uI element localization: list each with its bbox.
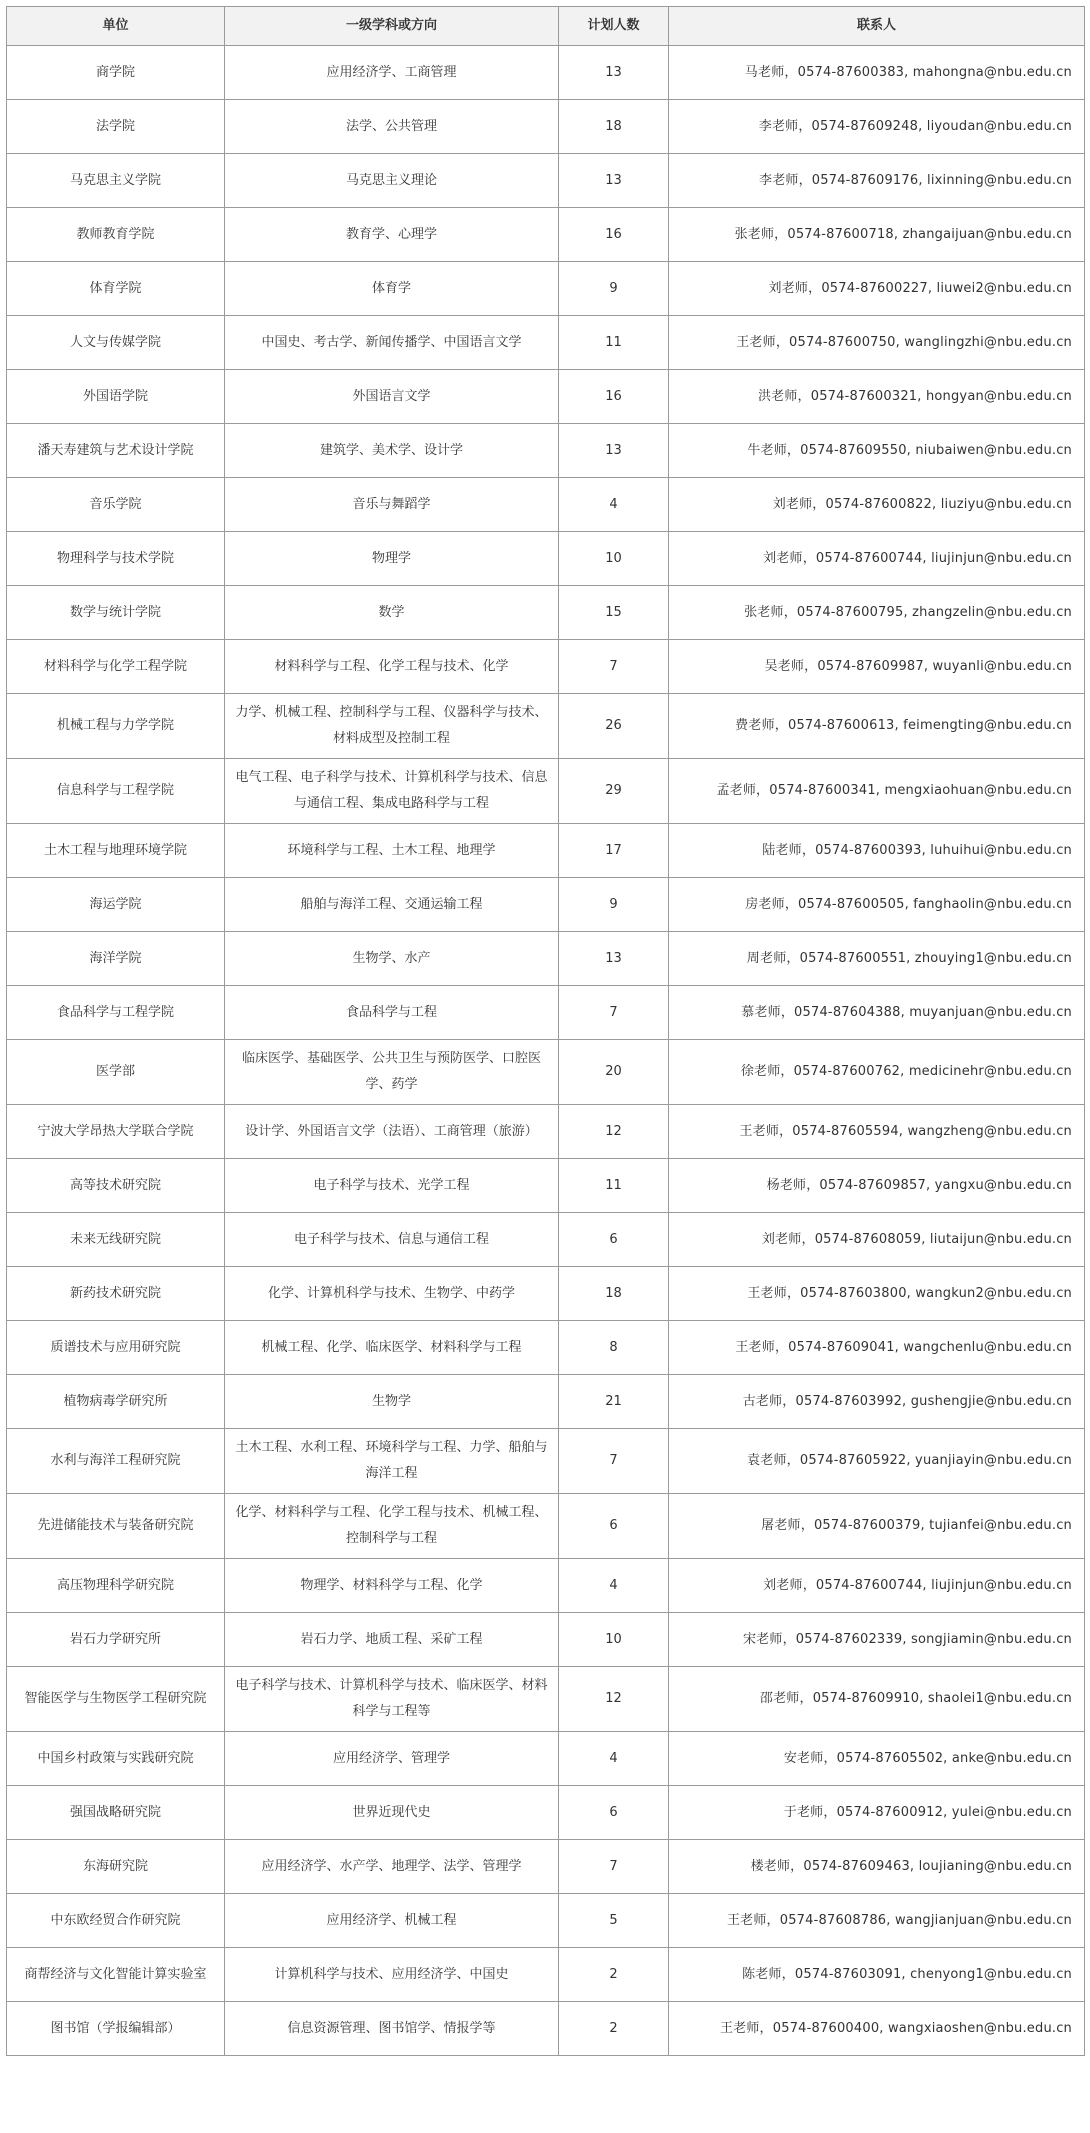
- table-row: [7, 986, 1085, 1040]
- cell-discipline: 设计学、外国语言文学（法语）、工商管理（旅游）: [225, 1105, 559, 1159]
- cell-unit: 土木工程与地理环境学院: [7, 824, 225, 878]
- cell-unit: 商学院: [7, 46, 225, 100]
- cell-unit: 宁波大学昂热大学联合学院: [7, 1105, 225, 1159]
- table-row: [7, 1105, 1085, 1159]
- table-row: [7, 46, 1085, 100]
- cell-discipline: 临床医学、基础医学、公共卫生与预防医学、口腔医学、药学: [225, 1040, 559, 1105]
- cell-discipline: 电子科学与技术、计算机科学与技术、临床医学、材料科学与工程等: [225, 1667, 559, 1732]
- table-row: [7, 932, 1085, 986]
- table-row: [7, 1894, 1085, 1948]
- recruitment-table-container: [6, 6, 1084, 2056]
- cell-discipline: 化学、材料科学与工程、化学工程与技术、机械工程、控制科学与工程: [225, 1494, 559, 1559]
- header-count: 计划人数: [559, 7, 669, 46]
- cell-contact: 张老师，0574-87600795, zhangzelin@nbu.edu.cn: [669, 586, 1085, 640]
- cell-discipline: 电子科学与技术、光学工程: [225, 1159, 559, 1213]
- cell-discipline: 环境科学与工程、土木工程、地理学: [225, 824, 559, 878]
- table-row: [7, 316, 1085, 370]
- cell-contact: 王老师，0574-87608786, wangjianjuan@nbu.edu.cn: [669, 1894, 1085, 1948]
- cell-discipline: 食品科学与工程: [225, 986, 559, 1040]
- cell-contact: 洪老师，0574-87600321, hongyan@nbu.edu.cn: [669, 370, 1085, 424]
- cell-count: 12: [559, 1667, 669, 1732]
- cell-discipline: 应用经济学、机械工程: [225, 1894, 559, 1948]
- table-row: [7, 759, 1085, 824]
- cell-discipline: 力学、机械工程、控制科学与工程、仪器科学与技术、材料成型及控制工程: [225, 694, 559, 759]
- cell-contact: 李老师，0574-87609248, liyoudan@nbu.edu.cn: [669, 100, 1085, 154]
- cell-discipline: 音乐与舞蹈学: [225, 478, 559, 532]
- table-row: [7, 1948, 1085, 2002]
- cell-count: 6: [559, 1494, 669, 1559]
- cell-contact: 杨老师，0574-87609857, yangxu@nbu.edu.cn: [669, 1159, 1085, 1213]
- table-row: [7, 1213, 1085, 1267]
- cell-count: 16: [559, 208, 669, 262]
- cell-count: 4: [559, 1559, 669, 1613]
- cell-contact: 宋老师，0574-87602339, songjiamin@nbu.edu.cn: [669, 1613, 1085, 1667]
- cell-unit: 机械工程与力学学院: [7, 694, 225, 759]
- cell-unit: 潘天寿建筑与艺术设计学院: [7, 424, 225, 478]
- cell-count: 13: [559, 932, 669, 986]
- cell-count: 18: [559, 100, 669, 154]
- cell-unit: 教师教育学院: [7, 208, 225, 262]
- cell-discipline: 体育学: [225, 262, 559, 316]
- cell-discipline: 物理学、材料科学与工程、化学: [225, 1559, 559, 1613]
- cell-unit: 图书馆（学报编辑部）: [7, 2002, 225, 2056]
- table-row: [7, 478, 1085, 532]
- cell-contact: 于老师，0574-87600912, yulei@nbu.edu.cn: [669, 1786, 1085, 1840]
- cell-contact: 牛老师，0574-87609550, niubaiwen@nbu.edu.cn: [669, 424, 1085, 478]
- cell-count: 16: [559, 370, 669, 424]
- cell-contact: 刘老师，0574-87608059, liutaijun@nbu.edu.cn: [669, 1213, 1085, 1267]
- cell-count: 11: [559, 316, 669, 370]
- cell-count: 9: [559, 878, 669, 932]
- cell-discipline: 数学: [225, 586, 559, 640]
- cell-count: 18: [559, 1267, 669, 1321]
- cell-count: 12: [559, 1105, 669, 1159]
- cell-contact: 马老师，0574-87600383, mahongna@nbu.edu.cn: [669, 46, 1085, 100]
- cell-unit: 材料科学与化学工程学院: [7, 640, 225, 694]
- table-row: [7, 100, 1085, 154]
- cell-contact: 刘老师，0574-87600227, liuwei2@nbu.edu.cn: [669, 262, 1085, 316]
- table-row: [7, 262, 1085, 316]
- table-row: [7, 640, 1085, 694]
- cell-discipline: 信息资源管理、图书馆学、情报学等: [225, 2002, 559, 2056]
- table-row: [7, 1040, 1085, 1105]
- table-row: [7, 370, 1085, 424]
- cell-discipline: 电子科学与技术、信息与通信工程: [225, 1213, 559, 1267]
- cell-unit: 食品科学与工程学院: [7, 986, 225, 1040]
- cell-contact: 徐老师，0574-87600762, medicinehr@nbu.edu.cn: [669, 1040, 1085, 1105]
- cell-discipline: 教育学、心理学: [225, 208, 559, 262]
- table-row: [7, 424, 1085, 478]
- cell-contact: 刘老师，0574-87600744, liujinjun@nbu.edu.cn: [669, 1559, 1085, 1613]
- cell-count: 7: [559, 1840, 669, 1894]
- cell-count: 2: [559, 1948, 669, 2002]
- cell-unit: 高等技术研究院: [7, 1159, 225, 1213]
- cell-contact: 王老师，0574-87600400, wangxiaoshen@nbu.edu.cn: [669, 2002, 1085, 2056]
- cell-unit: 新药技术研究院: [7, 1267, 225, 1321]
- cell-count: 5: [559, 1894, 669, 1948]
- cell-unit: 智能医学与生物医学工程研究院: [7, 1667, 225, 1732]
- cell-discipline: 计算机科学与技术、应用经济学、中国史: [225, 1948, 559, 2002]
- header-row: [7, 7, 1085, 46]
- table-row: [7, 694, 1085, 759]
- cell-unit: 马克思主义学院: [7, 154, 225, 208]
- table-row: [7, 1321, 1085, 1375]
- table-row: [7, 824, 1085, 878]
- cell-contact: 邵老师，0574-87609910, shaolei1@nbu.edu.cn: [669, 1667, 1085, 1732]
- cell-discipline: 化学、计算机科学与技术、生物学、中药学: [225, 1267, 559, 1321]
- cell-unit: 海洋学院: [7, 932, 225, 986]
- cell-count: 10: [559, 532, 669, 586]
- cell-discipline: 马克思主义理论: [225, 154, 559, 208]
- cell-count: 13: [559, 46, 669, 100]
- cell-contact: 楼老师，0574-87609463, loujianing@nbu.edu.cn: [669, 1840, 1085, 1894]
- cell-unit: 东海研究院: [7, 1840, 225, 1894]
- cell-count: 7: [559, 1429, 669, 1494]
- table-row: [7, 1159, 1085, 1213]
- cell-contact: 王老师，0574-87605594, wangzheng@nbu.edu.cn: [669, 1105, 1085, 1159]
- cell-count: 10: [559, 1613, 669, 1667]
- cell-count: 17: [559, 824, 669, 878]
- table-header: [7, 7, 1085, 46]
- table-row: [7, 1267, 1085, 1321]
- cell-discipline: 外国语言文学: [225, 370, 559, 424]
- cell-unit: 数学与统计学院: [7, 586, 225, 640]
- cell-discipline: 应用经济学、工商管理: [225, 46, 559, 100]
- cell-unit: 质谱技术与应用研究院: [7, 1321, 225, 1375]
- cell-discipline: 应用经济学、管理学: [225, 1732, 559, 1786]
- table-row: [7, 586, 1085, 640]
- table-row: [7, 1732, 1085, 1786]
- cell-unit: 商帮经济与文化智能计算实验室: [7, 1948, 225, 2002]
- cell-unit: 先进储能技术与装备研究院: [7, 1494, 225, 1559]
- cell-contact: 刘老师，0574-87600822, liuziyu@nbu.edu.cn: [669, 478, 1085, 532]
- cell-discipline: 建筑学、美术学、设计学: [225, 424, 559, 478]
- cell-count: 6: [559, 1213, 669, 1267]
- cell-unit: 中东欧经贸合作研究院: [7, 1894, 225, 1948]
- cell-unit: 体育学院: [7, 262, 225, 316]
- cell-discipline: 应用经济学、水产学、地理学、法学、管理学: [225, 1840, 559, 1894]
- cell-unit: 水利与海洋工程研究院: [7, 1429, 225, 1494]
- header-contact: 联系人: [669, 7, 1085, 46]
- cell-unit: 植物病毒学研究所: [7, 1375, 225, 1429]
- cell-discipline: 中国史、考古学、新闻传播学、中国语言文学: [225, 316, 559, 370]
- table-row: [7, 1375, 1085, 1429]
- cell-count: 21: [559, 1375, 669, 1429]
- cell-discipline: 船舶与海洋工程、交通运输工程: [225, 878, 559, 932]
- cell-contact: 陈老师，0574-87603091, chenyong1@nbu.edu.cn: [669, 1948, 1085, 2002]
- cell-contact: 古老师，0574-87603992, gushengjie@nbu.edu.cn: [669, 1375, 1085, 1429]
- cell-unit: 外国语学院: [7, 370, 225, 424]
- cell-unit: 音乐学院: [7, 478, 225, 532]
- cell-contact: 陆老师，0574-87600393, luhuihui@nbu.edu.cn: [669, 824, 1085, 878]
- cell-count: 26: [559, 694, 669, 759]
- cell-count: 29: [559, 759, 669, 824]
- table-row: [7, 2002, 1085, 2056]
- cell-count: 9: [559, 262, 669, 316]
- cell-count: 6: [559, 1786, 669, 1840]
- table-row: [7, 154, 1085, 208]
- cell-count: 13: [559, 424, 669, 478]
- header-unit: 单位: [7, 7, 225, 46]
- cell-contact: 刘老师，0574-87600744, liujinjun@nbu.edu.cn: [669, 532, 1085, 586]
- header-discipline: 一级学科或方向: [225, 7, 559, 46]
- cell-contact: 慕老师，0574-87604388, muyanjuan@nbu.edu.cn: [669, 986, 1085, 1040]
- cell-count: 15: [559, 586, 669, 640]
- cell-contact: 安老师，0574-87605502, anke@nbu.edu.cn: [669, 1732, 1085, 1786]
- cell-discipline: 机械工程、化学、临床医学、材料科学与工程: [225, 1321, 559, 1375]
- table-row: [7, 1494, 1085, 1559]
- cell-count: 20: [559, 1040, 669, 1105]
- cell-contact: 屠老师，0574-87600379, tujianfei@nbu.edu.cn: [669, 1494, 1085, 1559]
- cell-count: 13: [559, 154, 669, 208]
- table-body: [7, 46, 1085, 2056]
- cell-discipline: 法学、公共管理: [225, 100, 559, 154]
- cell-unit: 未来无线研究院: [7, 1213, 225, 1267]
- table-row: [7, 1840, 1085, 1894]
- cell-unit: 岩石力学研究所: [7, 1613, 225, 1667]
- cell-discipline: 岩石力学、地质工程、采矿工程: [225, 1613, 559, 1667]
- cell-discipline: 材料科学与工程、化学工程与技术、化学: [225, 640, 559, 694]
- cell-contact: 王老师，0574-87609041, wangchenlu@nbu.edu.cn: [669, 1321, 1085, 1375]
- cell-contact: 费老师，0574-87600613, feimengting@nbu.edu.cn: [669, 694, 1085, 759]
- cell-count: 7: [559, 986, 669, 1040]
- cell-discipline: 物理学: [225, 532, 559, 586]
- table-row: [7, 1429, 1085, 1494]
- table-row: [7, 1667, 1085, 1732]
- cell-unit: 信息科学与工程学院: [7, 759, 225, 824]
- cell-contact: 李老师，0574-87609176, lixinning@nbu.edu.cn: [669, 154, 1085, 208]
- cell-contact: 房老师，0574-87600505, fanghaolin@nbu.edu.cn: [669, 878, 1085, 932]
- cell-count: 11: [559, 1159, 669, 1213]
- cell-contact: 袁老师，0574-87605922, yuanjiayin@nbu.edu.cn: [669, 1429, 1085, 1494]
- cell-count: 2: [559, 2002, 669, 2056]
- cell-unit: 中国乡村政策与实践研究院: [7, 1732, 225, 1786]
- table-row: [7, 208, 1085, 262]
- cell-contact: 孟老师，0574-87600341, mengxiaohuan@nbu.edu.cn: [669, 759, 1085, 824]
- cell-count: 4: [559, 1732, 669, 1786]
- cell-discipline: 电气工程、电子科学与技术、计算机科学与技术、信息与通信工程、集成电路科学与工程: [225, 759, 559, 824]
- cell-contact: 周老师，0574-87600551, zhouying1@nbu.edu.cn: [669, 932, 1085, 986]
- cell-contact: 吴老师，0574-87609987, wuyanli@nbu.edu.cn: [669, 640, 1085, 694]
- cell-count: 7: [559, 640, 669, 694]
- cell-count: 8: [559, 1321, 669, 1375]
- recruitment-table: [6, 6, 1085, 2056]
- table-row: [7, 1559, 1085, 1613]
- cell-count: 4: [559, 478, 669, 532]
- cell-unit: 海运学院: [7, 878, 225, 932]
- table-row: [7, 1786, 1085, 1840]
- cell-unit: 法学院: [7, 100, 225, 154]
- cell-contact: 王老师，0574-87600750, wanglingzhi@nbu.edu.cn: [669, 316, 1085, 370]
- cell-contact: 王老师，0574-87603800, wangkun2@nbu.edu.cn: [669, 1267, 1085, 1321]
- table-row: [7, 532, 1085, 586]
- cell-unit: 人文与传媒学院: [7, 316, 225, 370]
- cell-unit: 物理科学与技术学院: [7, 532, 225, 586]
- cell-discipline: 世界近现代史: [225, 1786, 559, 1840]
- cell-discipline: 生物学: [225, 1375, 559, 1429]
- cell-unit: 医学部: [7, 1040, 225, 1105]
- cell-unit: 高压物理科学研究院: [7, 1559, 225, 1613]
- table-row: [7, 1613, 1085, 1667]
- cell-discipline: 土木工程、水利工程、环境科学与工程、力学、船舶与海洋工程: [225, 1429, 559, 1494]
- cell-contact: 张老师，0574-87600718, zhangaijuan@nbu.edu.cn: [669, 208, 1085, 262]
- table-row: [7, 878, 1085, 932]
- cell-discipline: 生物学、水产: [225, 932, 559, 986]
- cell-unit: 强国战略研究院: [7, 1786, 225, 1840]
